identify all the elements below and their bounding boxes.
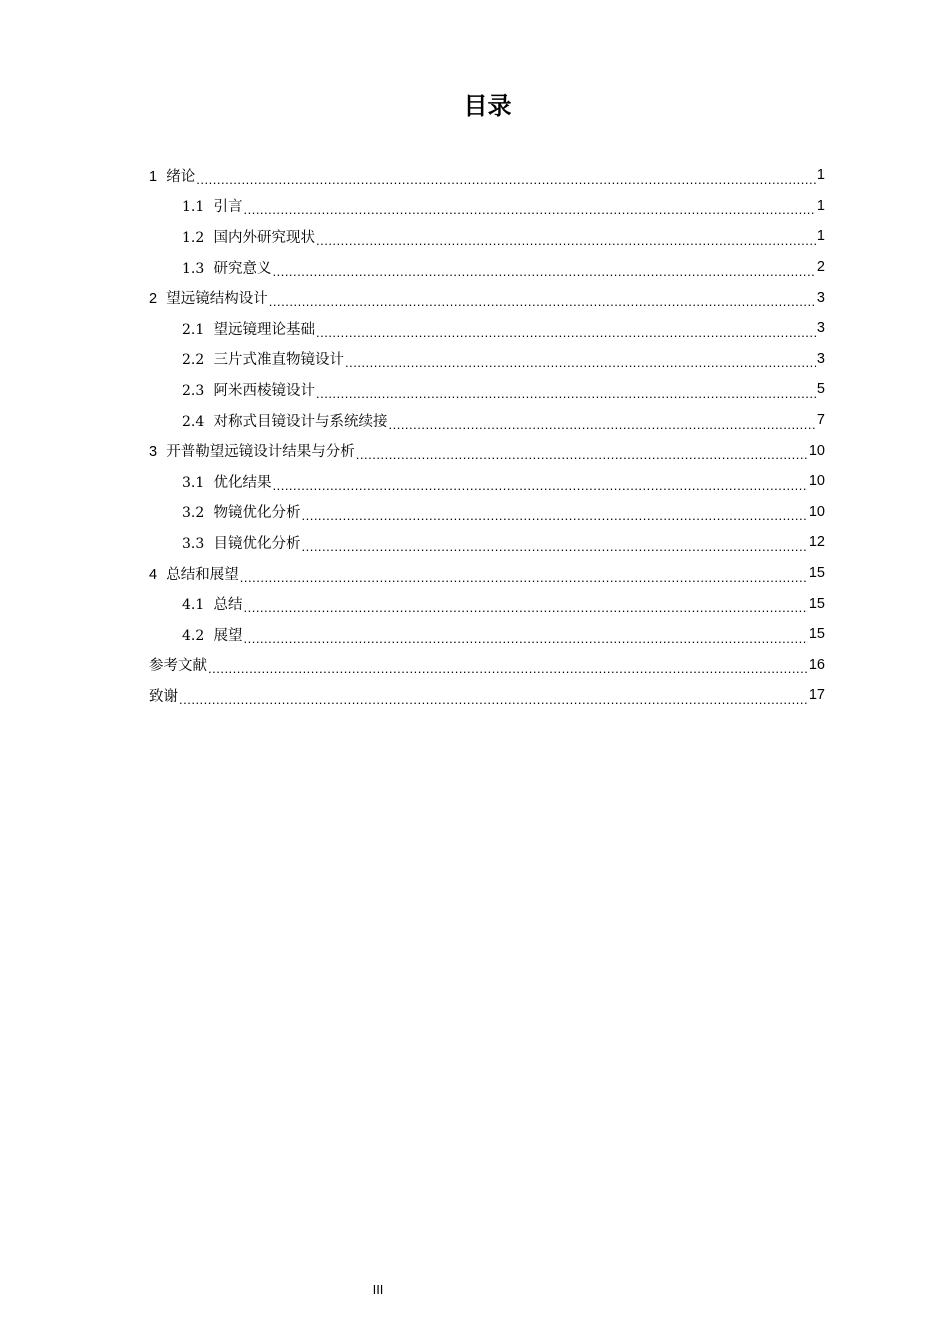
toc-entry-number: 2 <box>149 291 158 308</box>
toc-entry-number: 1 <box>149 168 158 185</box>
toc-entry-text: 开普勒望远镜设计结果与分析 <box>166 444 355 461</box>
toc-entry-page: 3 <box>816 320 825 337</box>
dot-leader <box>316 233 816 248</box>
toc-entry-text: 致谢 <box>149 688 178 705</box>
toc-entry-page: 3 <box>816 289 825 306</box>
dot-leader <box>388 417 815 432</box>
toc-entry-page: 1 <box>816 197 825 214</box>
toc-entry[interactable] <box>149 558 825 589</box>
toc-entry-number: 1.3 <box>182 260 205 277</box>
toc-entry-number: 3 <box>149 444 158 461</box>
toc-entry-number: 2.1 <box>182 321 205 338</box>
toc-entry[interactable] <box>149 650 825 681</box>
toc-entry-number: 4 <box>149 566 158 583</box>
toc-entry[interactable] <box>149 282 825 313</box>
toc-entry[interactable] <box>149 344 825 375</box>
toc-entry-number: 4.2 <box>182 627 205 644</box>
dot-leader <box>316 386 816 401</box>
dot-leader <box>243 600 807 615</box>
toc-entry[interactable] <box>149 680 825 711</box>
toc-entry[interactable] <box>149 191 825 222</box>
toc-entry-number: 3.3 <box>182 535 205 552</box>
toc-entry-text: 绪论 <box>166 168 196 185</box>
toc-entry-page: 12 <box>808 534 825 551</box>
toc-entry-text: 对称式目镜设计与系统续接 <box>213 413 388 430</box>
toc-entry[interactable] <box>149 588 825 619</box>
toc-entry-text: 国内外研究现状 <box>213 229 315 246</box>
toc-entry-text: 物镜优化分析 <box>213 505 301 522</box>
page-number: III <box>372 1282 384 1297</box>
toc-entry-number: 2.2 <box>182 352 205 369</box>
toc-entry-text: 总结和展望 <box>166 566 239 583</box>
toc-entry-page: 10 <box>808 503 825 520</box>
dot-leader <box>272 478 807 493</box>
toc-entry-page: 7 <box>816 412 825 429</box>
toc-entry-number: 2.4 <box>182 413 205 430</box>
toc-entry-page: 1 <box>816 167 825 184</box>
toc-entry[interactable] <box>149 497 825 528</box>
toc-entry-page: 5 <box>816 381 825 398</box>
dot-leader <box>179 692 808 707</box>
toc-entry-number: 2.3 <box>182 382 205 399</box>
toc-entry-text: 研究意义 <box>213 260 272 277</box>
toc-entry-number: 3.2 <box>182 505 205 522</box>
dot-leader <box>272 264 815 279</box>
toc-entry[interactable] <box>149 160 825 191</box>
dot-leader <box>208 661 808 676</box>
toc-entry-number: 3.1 <box>182 474 205 491</box>
toc-entry[interactable] <box>149 374 825 405</box>
toc-entry-page: 3 <box>816 350 825 367</box>
dot-leader <box>196 172 816 187</box>
toc-entry-number: 4.1 <box>182 597 205 614</box>
toc-entry[interactable] <box>149 466 825 497</box>
dot-leader <box>301 539 807 554</box>
toc-entry-text: 展望 <box>213 627 243 644</box>
dot-leader <box>316 325 816 340</box>
toc-entry-page: 10 <box>808 473 825 490</box>
dot-leader <box>269 294 816 309</box>
toc-entry[interactable] <box>149 313 825 344</box>
dot-leader <box>301 508 807 523</box>
toc-entry[interactable] <box>149 252 825 283</box>
page-title: 目录 <box>463 92 512 120</box>
toc-entry-page: 2 <box>816 259 825 276</box>
dot-leader <box>240 570 808 585</box>
toc-entry-text: 引言 <box>213 199 243 216</box>
toc-entry-page: 10 <box>808 442 825 459</box>
toc-entry-text: 参考文献 <box>149 658 207 675</box>
toc-entry-number: 1.2 <box>182 229 205 246</box>
toc-entry-text: 望远镜理论基础 <box>213 321 315 338</box>
toc-entry-page: 16 <box>808 656 825 673</box>
toc-entry[interactable] <box>149 619 825 650</box>
toc-entry-text: 目镜优化分析 <box>213 535 301 552</box>
toc-entry-text: 优化结果 <box>213 474 272 491</box>
toc-entry[interactable] <box>149 405 825 436</box>
toc-entry-text: 三片式准直物镜设计 <box>213 352 344 369</box>
table-of-contents <box>149 160 825 711</box>
toc-entry-text: 总结 <box>213 597 243 614</box>
toc-entry-page: 15 <box>808 626 825 643</box>
toc-entry-page: 1 <box>816 228 825 245</box>
toc-entry[interactable] <box>149 435 825 466</box>
toc-entry-text: 阿米西棱镜设计 <box>213 382 315 399</box>
toc-entry-page: 15 <box>808 565 825 582</box>
dot-leader <box>243 631 807 646</box>
toc-entry[interactable] <box>149 221 825 252</box>
toc-entry-page: 17 <box>808 687 825 704</box>
toc-entry[interactable] <box>149 527 825 558</box>
toc-entry-text: 望远镜结构设计 <box>166 291 268 308</box>
dot-leader <box>345 355 816 370</box>
dot-leader <box>243 202 815 217</box>
toc-entry-page: 15 <box>808 595 825 612</box>
toc-entry-number: 1.1 <box>182 199 205 216</box>
dot-leader <box>356 447 808 462</box>
